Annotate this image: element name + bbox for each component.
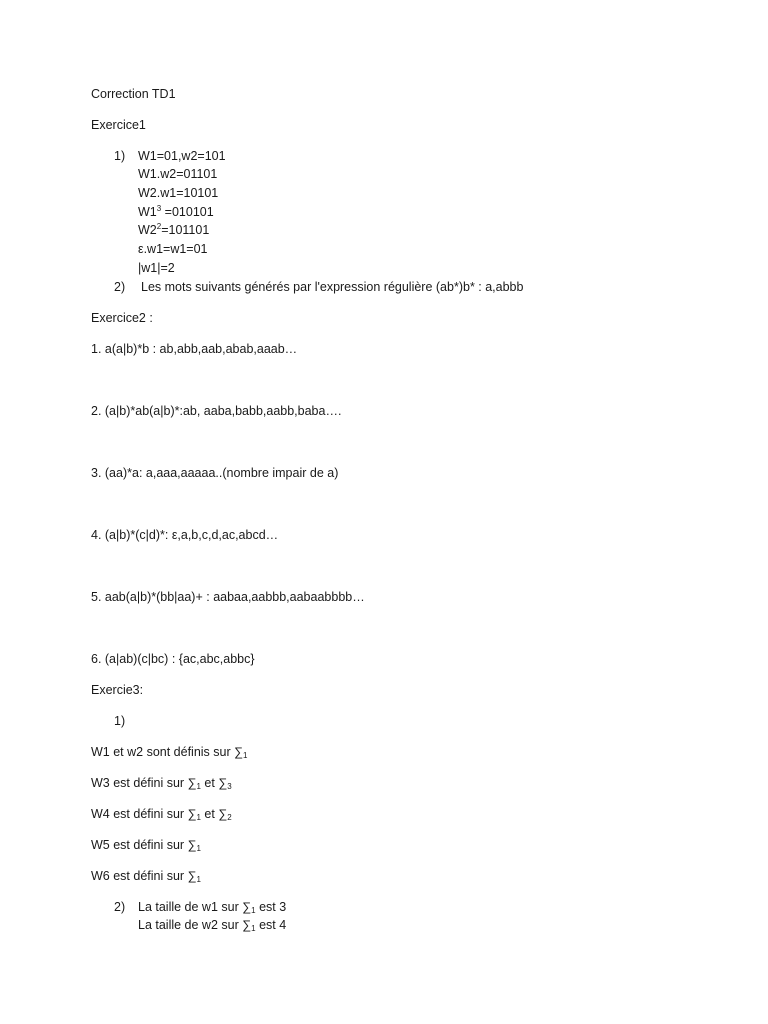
sigma-subscript: 1 <box>243 751 248 760</box>
sigma-symbol: ∑ <box>242 918 252 932</box>
ex1-item2-text: Les mots suivants générés par l'expression régulière (ab*)b* : a,abbb <box>141 280 524 294</box>
ex3-size-w1-text: La taille de w1 sur <box>138 900 243 914</box>
ex3-w6-text: W6 est défini sur <box>91 869 188 883</box>
ex3-w4-text: W4 est défini sur <box>91 807 188 821</box>
ex2-item-2: 2. (a|b)*ab(a|b)*:ab, aaba,babb,aabb,baba…. <box>91 404 342 418</box>
ex2-item-4: 4. (a|b)*(c|d)*: ε,a,b,c,d,ac,abcd… <box>91 528 279 542</box>
ex3-w3-text: W3 est défini sur <box>91 776 188 790</box>
ex3-w5-text: W5 est défini sur <box>91 838 188 852</box>
ex3-size-w2-value: est 4 <box>255 918 287 932</box>
ex1-line-w1-concat-w2: W1.w2=01101 <box>138 167 218 181</box>
ex1-line-w1-cubed <box>138 204 214 220</box>
sigma-subscript: 2 <box>227 813 232 822</box>
ex3-w4-conjunction: et <box>200 807 219 821</box>
ex1-w1-cubed-exponent: 3 <box>156 204 162 213</box>
sigma-symbol: ∑ <box>187 838 197 852</box>
ex3-item2-line-w2 <box>138 917 286 933</box>
ex1-item1-number: 1) <box>114 149 126 163</box>
ex3-line-w6 <box>91 868 201 884</box>
ex1-line-length: |w1|=2 <box>138 261 175 275</box>
sigma-symbol: ∑ <box>187 869 197 883</box>
ex3-w3-conjunction: et <box>200 776 219 790</box>
ex3-item1-number: 1) <box>114 714 126 728</box>
ex3-line-w1w2 <box>91 744 248 760</box>
exercise3-heading: Exercie3: <box>91 683 144 697</box>
sigma-symbol: ∑ <box>242 900 252 914</box>
sigma-subscript: 3 <box>227 782 232 791</box>
ex1-w1-cubed-value: =010101 <box>161 205 214 219</box>
sigma-subscript: 1 <box>196 782 201 791</box>
document-title: Correction TD1 <box>91 87 176 101</box>
exercise1-heading: Exercice1 <box>91 118 146 132</box>
ex1-line-w2-squared <box>138 222 209 238</box>
sigma-subscript: 1 <box>251 906 256 915</box>
ex3-size-w2-text: La taille de w2 sur <box>138 918 243 932</box>
sigma-symbol: ∑ <box>187 807 197 821</box>
sigma-symbol: ∑ <box>218 807 228 821</box>
ex2-item-3: 3. (aa)*a: a,aaa,aaaaa..(nombre impair de a) <box>91 466 339 480</box>
ex1-line-w2-concat-w1: W2.w1=10101 <box>138 186 219 200</box>
ex3-item2-line-w1 <box>138 899 286 915</box>
exercise2-heading: Exercice2 : <box>91 311 153 325</box>
ex2-item-6: 6. (a|ab)(c|bc) : {ac,abc,abbc} <box>91 652 255 666</box>
sigma-subscript: 1 <box>196 844 201 853</box>
ex1-item2-number: 2) <box>114 280 126 294</box>
ex3-w1w2-text: W1 et w2 sont définis sur <box>91 745 235 759</box>
ex1-line-epsilon: ε.w1=w1=01 <box>138 242 208 256</box>
ex3-line-w4 <box>91 806 232 822</box>
ex3-line-w3 <box>91 775 232 791</box>
ex3-line-w5 <box>91 837 201 853</box>
ex1-w2-squared-exponent: 2 <box>156 222 162 231</box>
sigma-symbol: ∑ <box>234 745 244 759</box>
ex1-w2-squared-value: =101101 <box>161 223 210 237</box>
sigma-subscript: 1 <box>196 813 201 822</box>
ex2-item-1: 1. a(a|b)*b : ab,abb,aab,abab,aaab… <box>91 342 298 356</box>
ex2-item-5: 5. aab(a|b)*(bb|aa)+ : aabaa,aabbb,aabaabbbb… <box>91 590 365 604</box>
ex3-size-w1-value: est 3 <box>255 900 287 914</box>
ex1-w1-cubed-base: W1 <box>138 205 157 219</box>
sigma-symbol: ∑ <box>218 776 228 790</box>
ex1-line-w1w2: W1=01,w2=101 <box>138 149 226 163</box>
sigma-subscript: 1 <box>196 875 201 884</box>
ex1-w2-squared-base: W2 <box>138 223 157 237</box>
sigma-subscript: 1 <box>251 924 256 933</box>
ex3-item2-number: 2) <box>114 900 126 914</box>
sigma-symbol: ∑ <box>187 776 197 790</box>
